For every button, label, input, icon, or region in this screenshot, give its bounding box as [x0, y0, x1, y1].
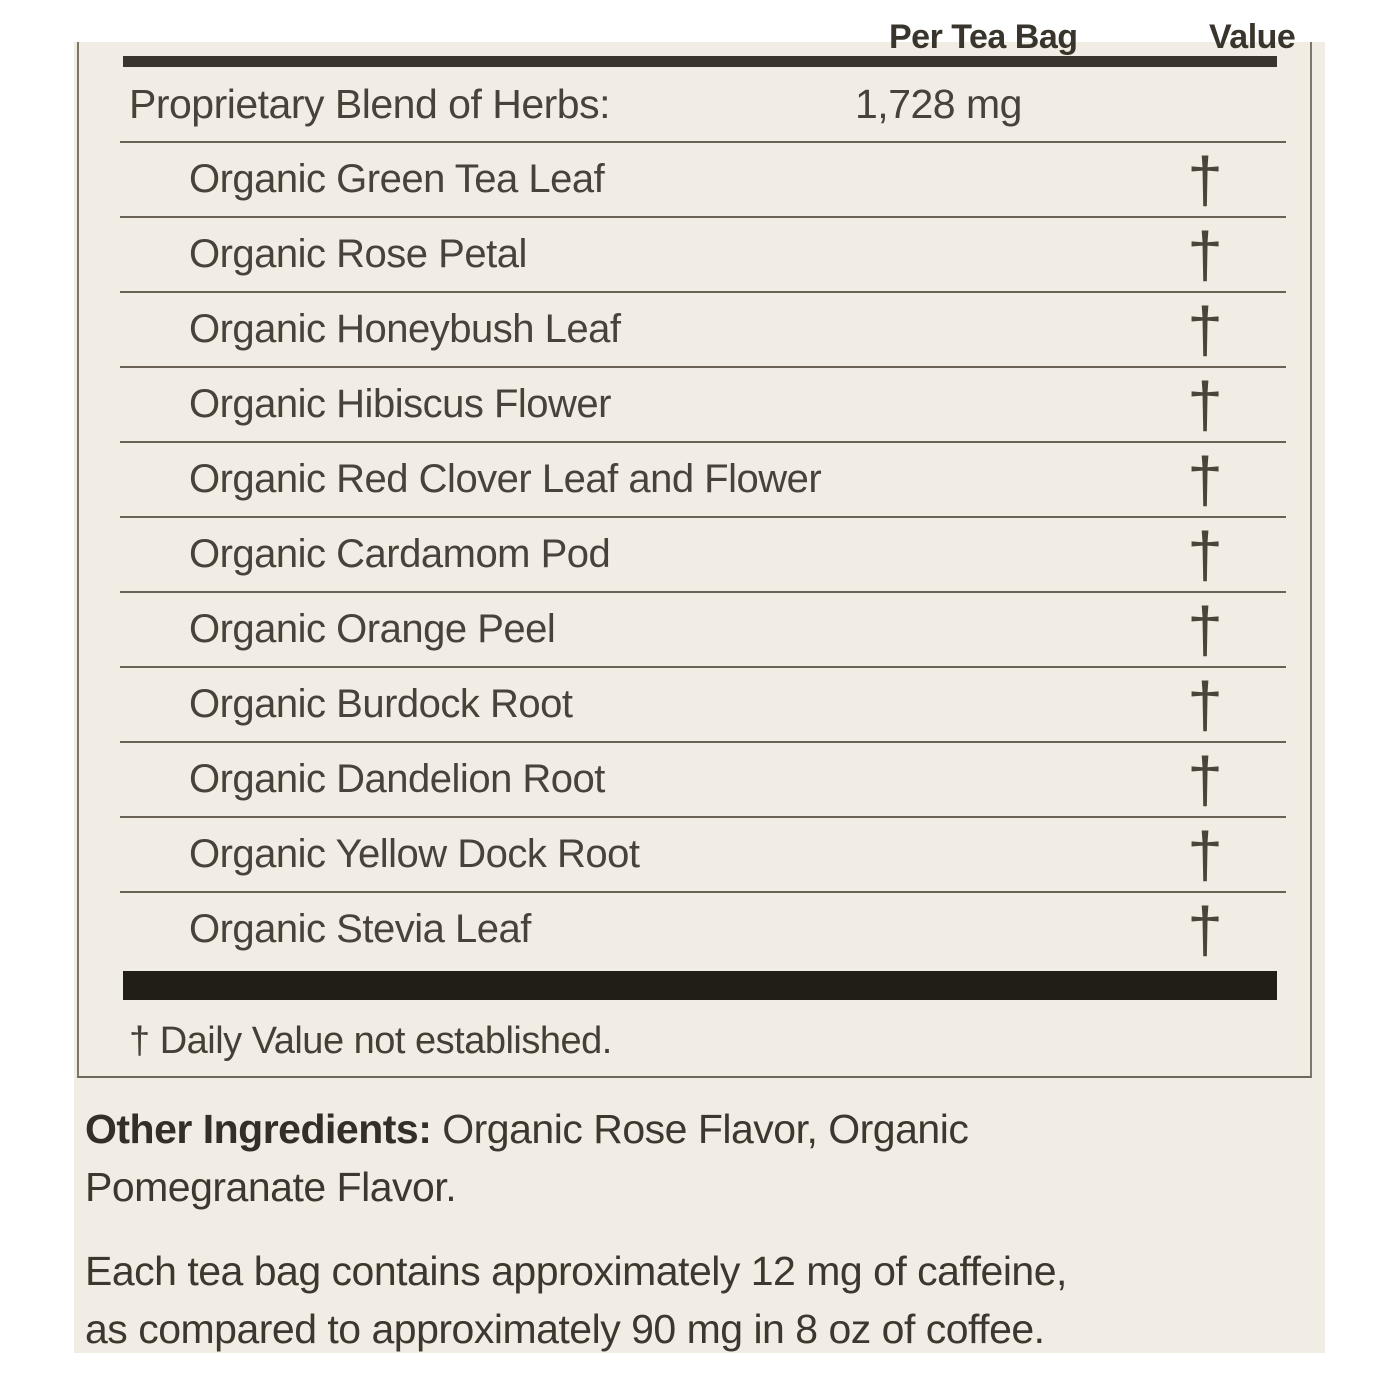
ingredient-name: Organic Green Tea Leaf: [189, 157, 605, 201]
ingredient-name: Organic Orange Peel: [189, 607, 556, 651]
dagger-symbol: †: [1187, 218, 1223, 291]
blend-name: Proprietary Blend of Herbs:: [129, 80, 611, 127]
caffeine-note-line2: as compared to approximately 90 mg in 8 oz of coffee.: [85, 1306, 1045, 1352]
tea-label: [74, 18, 1325, 1353]
dagger-symbol: †: [1187, 893, 1223, 966]
ingredient-row: [79, 818, 1310, 891]
other-ingredients-line1: [85, 1100, 968, 1158]
dagger-symbol: †: [1187, 368, 1223, 441]
ingredient-row: [79, 593, 1310, 666]
other-ingredients-line1-rest: Organic Rose Flavor, Organic: [431, 1106, 969, 1152]
header-divider-bar: [123, 56, 1277, 67]
ingredient-name: Organic Dandelion Root: [189, 757, 605, 801]
dagger-symbol: †: [1187, 518, 1223, 591]
footer-divider-bar: [123, 971, 1277, 1000]
dagger-symbol: †: [1187, 443, 1223, 516]
ingredient-name: Organic Hibiscus Flower: [189, 382, 611, 426]
ingredient-row: [79, 443, 1310, 516]
dagger-symbol: †: [1187, 593, 1223, 666]
dagger-symbol: †: [1187, 143, 1223, 216]
column-header-row-cropped: [79, 18, 1310, 56]
other-ingredients-text: [85, 1100, 968, 1216]
dagger-symbol: †: [1187, 818, 1223, 891]
ingredient-name: Organic Rose Petal: [189, 232, 527, 276]
per-tea-bag-column-header: Per Tea Bag: [889, 18, 1078, 56]
ingredient-row: [79, 893, 1310, 966]
ingredient-row: [79, 218, 1310, 291]
ingredient-row: [79, 293, 1310, 366]
ingredient-list: [79, 141, 1310, 966]
ingredient-name: Organic Cardamom Pod: [189, 532, 611, 576]
dagger-symbol: †: [1187, 743, 1223, 816]
proprietary-blend-row: [79, 67, 1310, 141]
ingredient-row: [79, 143, 1310, 216]
other-ingredients-label: Other Ingredients:: [85, 1106, 432, 1152]
caffeine-note-text: [85, 1242, 1067, 1358]
ingredient-row: [79, 743, 1310, 816]
ingredient-name: Organic Yellow Dock Root: [189, 832, 640, 876]
ingredient-name: Organic Stevia Leaf: [189, 907, 531, 951]
ingredient-name: Organic Red Clover Leaf and Flower: [189, 457, 822, 501]
dagger-symbol: †: [1187, 293, 1223, 366]
other-ingredients-line2: Pomegranate Flavor.: [85, 1164, 457, 1210]
supplement-facts-panel: [77, 18, 1312, 1078]
daily-value-footnote: † Daily Value not established.: [129, 1020, 612, 1062]
ingredient-row: [79, 668, 1310, 741]
ingredient-row: [79, 368, 1310, 441]
caffeine-note-line1: Each tea bag contains approximately 12 mg of caffeine,: [85, 1248, 1067, 1294]
blend-amount: 1,728 mg: [855, 80, 1022, 127]
ingredient-name: Organic Honeybush Leaf: [189, 307, 621, 351]
ingredient-name: Organic Burdock Root: [189, 682, 573, 726]
dagger-symbol: †: [1187, 668, 1223, 741]
daily-value-column-header: Value: [1209, 18, 1296, 56]
ingredient-row: [79, 518, 1310, 591]
